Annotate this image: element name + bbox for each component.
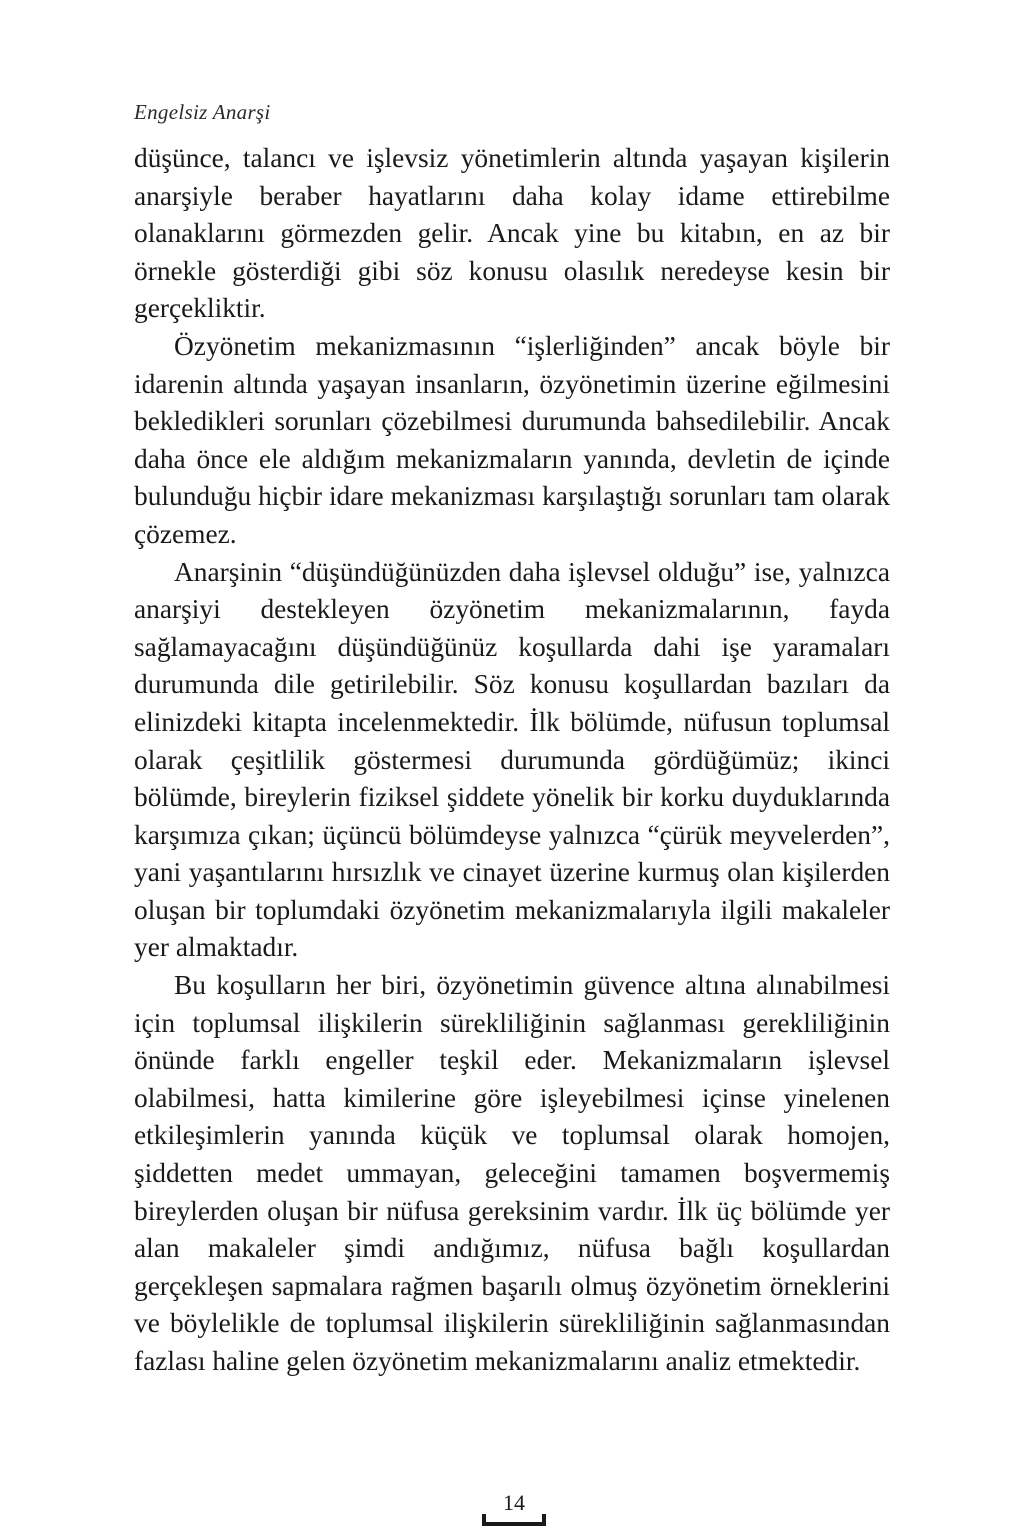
running-header: Engelsiz Anarşi: [134, 100, 271, 124]
page-footer: [482, 1490, 546, 1530]
paragraph-4: Bu koşulların her biri, özyönetimin güvence altına alınabilmesi için toplumsal ilişkilerin sürekliliğinin sağlanması gerekliliğinin önünde farklı engeller teşkil eder. Mekanizmaların işlevsel olabilmesi, hatta kimilerine göre işleyebilmesi içinse yinelenen etkileşimlerin yanında küçük ve toplumsal olarak homojen, şiddetten medet ummayan, geleceğini tamamen boşvermemiş bireylerden oluşan bir nüfusa gereksinim vardır. İlk üç bölümde yer alan makaleler şimdi andığımız, nüfusa bağlı koşullardan gerçekleşen sapmalara rağmen başarılı olmuş özyönetim örneklerini ve böylelikle de toplumsal ilişkilerin sürekliliğinin sağlanmasından fazlası haline gelen özyönetim mekanizmalarını analiz etmektedir.: [134, 970, 890, 1376]
paragraph-3: Anarşinin “düşündüğünüzden daha işlevsel olduğu” ise, yalnızca anarşiyi destekleyen özyönetim mekanizmalarının, fayda sağlamayacağını düşündüğünüz koşullarda dahi işe yaramaları durumunda dile getirilebilir. Söz konusu koşullardan bazıları da elinizdeki kitapta incelenmektedir. İlk bölümde, nüfusun toplumsal olarak çeşitlilik göstermesi durumunda gördüğümüz; ikinci bölümde, bireylerin fiziksel şiddete yönelik bir korku duyduklarında karşımıza çıkan; üçüncü bölümdeyse yalnızca “çürük meyvelerden”, yani yaşantılarını hırsızlık ve cinayet üzerine kurmuş olan kişilerden oluşan bir toplumdaki özyönetim mekanizmalarıyla ilgili makaleler yer almaktadır.: [134, 556, 890, 963]
paragraph-1: düşünce, talancı ve işlevsiz yönetimlerin altında yaşayan kişilerin anarşiyle beraber hayatlarını daha kolay idame ettirebilme olanaklarını görmezden gelir. Ancak yine bu kitabın, en az bir örnekle gösterdiği gibi söz konusu olasılık neredeyse kesin bir gerçekliktir.: [134, 143, 890, 324]
page-number: 14: [503, 1490, 525, 1515]
paragraph-2: Özyönetim mekanizmasının “işlerliğinden” ancak böyle bir idarenin altında yaşayan insanların, özyönetimin üzerine eğilmesini bekledikleri sorunları çözebilmesi durumunda bahsedilebilir. Ancak daha önce ele aldığım mekanizmaların yanında, devletin de içinde bulunduğu hiçbir idare mekanizması karşılaştığı sorunları tam olarak çözemez.: [134, 330, 890, 549]
page-number-rule: [482, 1522, 546, 1526]
body-text: [134, 140, 890, 1381]
